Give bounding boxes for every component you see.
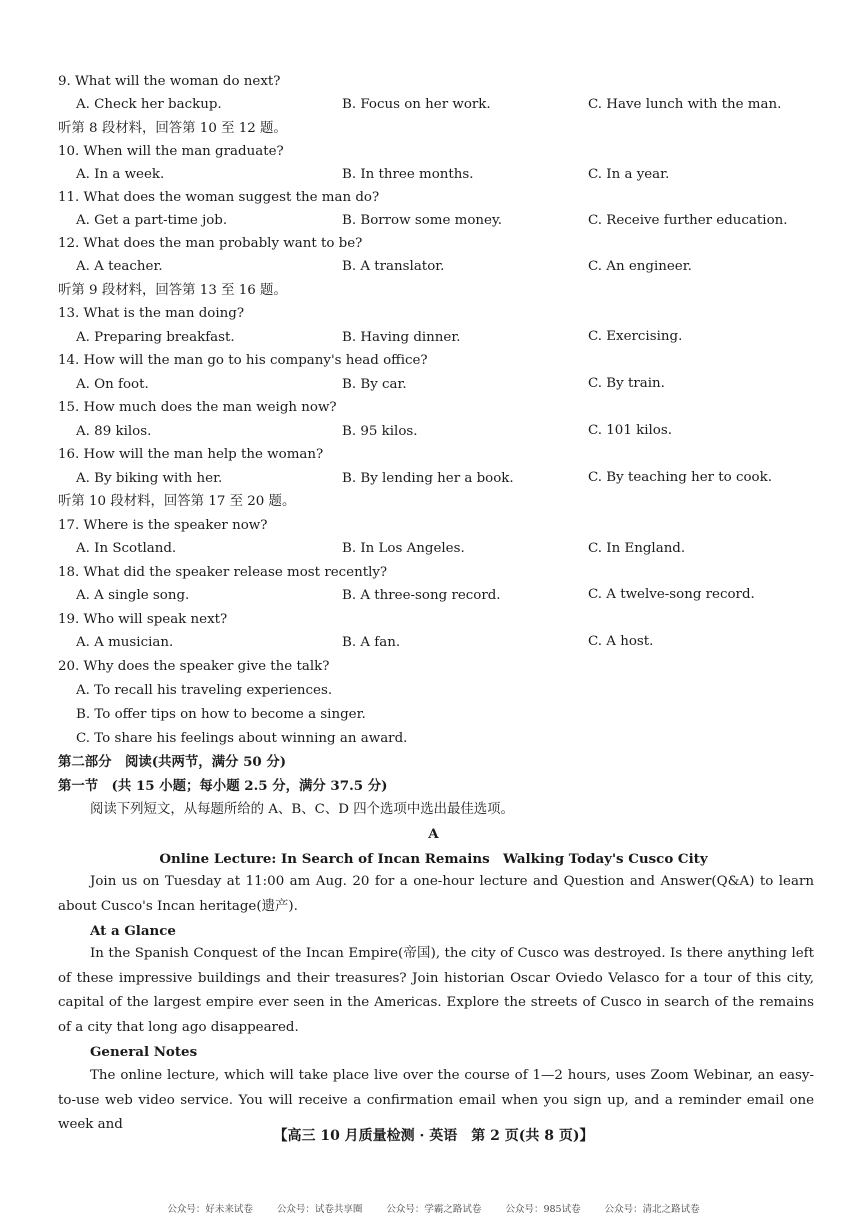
- source-credit: 公众号：学霸之路试卷: [386, 1204, 482, 1215]
- question-12: 12. What does the man probably want to be?: [58, 236, 363, 251]
- q12-option-c: C. An engineer.: [588, 259, 692, 274]
- q12-option-b: B. A translator.: [342, 259, 445, 274]
- question-15: 15. How much does the man weigh now?: [58, 400, 337, 415]
- q11-option-b: B. Borrow some money.: [342, 213, 502, 228]
- q20-option-a: A. To recall his traveling experiences.: [76, 683, 333, 698]
- q15-option-a: A. 89 kilos.: [76, 424, 152, 439]
- page-footer: 【高三 10 月质量检测 · 英语 第 2 页(共 8 页)】: [273, 1128, 594, 1144]
- q16-option-b: B. By lending her a book.: [342, 471, 514, 486]
- q18-option-a: A. A single song.: [76, 588, 190, 603]
- q19-option-a: A. A musician.: [76, 635, 174, 650]
- q14-option-a: A. On foot.: [76, 377, 149, 392]
- q20-option-c: C. To share his feelings about winning an award.: [76, 731, 408, 746]
- reading-part-title: 第二部分 阅读(共两节，满分 50 分): [58, 754, 287, 770]
- q13-option-c: C. Exercising.: [588, 329, 683, 344]
- q17-option-c: C. In England.: [588, 541, 686, 556]
- passage-intro: [58, 870, 814, 919]
- q14-option-c: C. By train.: [588, 376, 665, 391]
- heading-at-a-glance: At a Glance: [90, 923, 176, 939]
- question-20: 20. Why does the speaker give the talk?: [58, 659, 330, 674]
- question-13: 13. What is the man doing?: [58, 306, 245, 321]
- q18-option-c: C. A twelve-song record.: [588, 587, 755, 602]
- reading-instruction: 阅读下列短文，从每题所给的 A、B、C、D 四个选项中选出最佳选项。: [90, 802, 514, 817]
- q19-option-c: C. A host.: [588, 634, 654, 649]
- source-credit: 公众号：985试卷: [505, 1204, 581, 1215]
- passage-paragraph-1: [58, 942, 814, 1040]
- question-10: 10. When will the man graduate?: [58, 144, 284, 159]
- question-11: 11. What does the woman suggest the man do?: [58, 190, 380, 205]
- q9-option-b: B. Focus on her work.: [342, 97, 491, 112]
- source-credit: 公众号：清北之路试卷: [604, 1204, 700, 1215]
- reading-section-title: 第一节 (共 15 小题；每小题 2.5 分，满分 37.5 分): [58, 778, 388, 794]
- question-16: 16. How will the man help the woman?: [58, 447, 324, 462]
- q20-option-b: B. To offer tips on how to become a singer.: [76, 707, 366, 722]
- question-17: 17. Where is the speaker now?: [58, 518, 268, 533]
- q13-option-a: A. Preparing breakfast.: [76, 330, 235, 345]
- q11-option-a: A. Get a part-time job.: [76, 213, 228, 228]
- q15-option-b: B. 95 kilos.: [342, 424, 418, 439]
- section-10-instruction: 听第 10 段材料，回答第 17 至 20 题。: [58, 494, 296, 509]
- q16-option-a: A. By biking with her.: [76, 471, 223, 486]
- q9-option-a: A. Check her backup.: [76, 97, 222, 112]
- passage-intro-text: Join us on Tuesday at 11:00 am Aug. 20 for a one-hour lecture and Question and Answer(Q&A) to learn about Cusco's Incan heritage(遗产).: [58, 874, 814, 914]
- q10-option-a: A. In a week.: [76, 167, 165, 182]
- section-8-instruction: 听第 8 段材料，回答第 10 至 12 题。: [58, 121, 287, 136]
- heading-general-notes: General Notes: [90, 1044, 198, 1060]
- q17-option-a: A. In Scotland.: [76, 541, 177, 556]
- passage-letter: A: [428, 826, 439, 842]
- passage-title: Online Lecture: In Search of Incan Remains Walking Today's Cusco City: [159, 851, 708, 867]
- section-9-instruction: 听第 9 段材料，回答第 13 至 16 题。: [58, 283, 287, 298]
- q10-option-c: C. In a year.: [588, 167, 670, 182]
- q16-option-c: C. By teaching her to cook.: [588, 470, 772, 485]
- question-18: 18. What did the speaker release most recently?: [58, 565, 388, 580]
- question-9: 9. What will the woman do next?: [58, 74, 281, 89]
- source-credits: [0, 1201, 867, 1215]
- paragraph-2-text: The online lecture, which will take place live over the course of 1—2 hours, uses Zoom Webinar, an easy-to-use web video service. You will receive a confirmation email when you sign up, and a reminder email one week and: [58, 1068, 814, 1132]
- source-credit: 公众号：试卷共享圈: [276, 1204, 363, 1215]
- question-19: 19. Who will speak next?: [58, 612, 228, 627]
- q11-option-c: C. Receive further education.: [588, 213, 788, 228]
- q9-option-c: C. Have lunch with the man.: [588, 97, 782, 112]
- source-credit: 公众号：好未来试卷: [167, 1204, 253, 1215]
- q12-option-a: A. A teacher.: [76, 259, 163, 274]
- q17-option-b: B. In Los Angeles.: [342, 541, 465, 556]
- q13-option-b: B. Having dinner.: [342, 330, 461, 345]
- q10-option-b: B. In three months.: [342, 167, 474, 182]
- q19-option-b: B. A fan.: [342, 635, 401, 650]
- q14-option-b: B. By car.: [342, 377, 407, 392]
- question-14: 14. How will the man go to his company's head office?: [58, 353, 428, 368]
- q18-option-b: B. A three-song record.: [342, 588, 501, 603]
- q15-option-c: C. 101 kilos.: [588, 423, 672, 438]
- paragraph-1-text: In the Spanish Conquest of the Incan Empire(帝国), the city of Cusco was destroyed. Is there anything left of these impressive buildings and their treasures? Join historian Oscar Oviedo Velasco for a tour of this city, capital of the largest empire ever seen in the Americas. Explore the streets of Cusco in search of the remains of a city that long ago disappeared.: [58, 946, 814, 1035]
